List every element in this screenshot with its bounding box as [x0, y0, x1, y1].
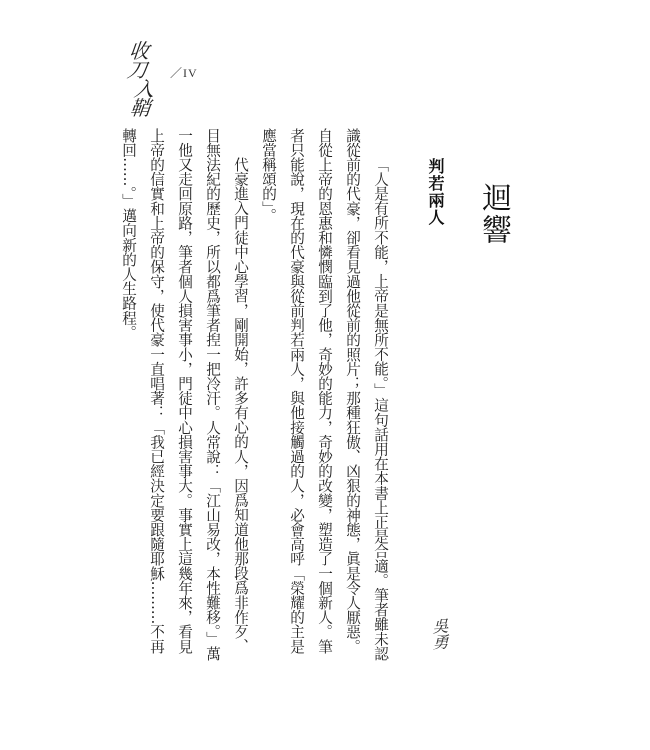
article-body [114, 128, 394, 668]
logo-line-3: 鞘 [128, 96, 153, 120]
author-signature: 吳勇 [430, 617, 449, 651]
page-subtitle: 判若兩人 [426, 158, 445, 226]
logo-line-1: 收刀 [125, 39, 152, 82]
logo-line-2: 入 [132, 77, 157, 101]
section-number: ／IV [170, 66, 198, 80]
paragraph-2: 代豪進入門徒中心學習，剛開始，許多有心的人，因爲知道他那段爲非作歹、目無法紀的歷史，所以都爲筆者揑一把冷汗。人常說：「江山易改，本性難移。」萬一他又走回原路，筆者個人損害事小，門徒中心損害事大。事實上這幾年來，看見上帝的信實和上帝的保守，使代豪一直唱著：「我已經決定要跟隨耶穌………不再轉回……。」邁向新的人生路程。 [120, 128, 249, 661]
paragraph-1: 「人是有所不能，上帝是無所不能。」這句話用在本書上正是合適。筆者雖未認識從前的代豪，卻看見過他從前的照片；那種狂傲、凶狠的神態，眞是令人厭惡。自從上帝的恩惠和憐憫臨到了他，奇妙的能力，奇妙的改變，塑造了一個新人。筆者只能說，現在的代豪與從前判若兩人，與他接觸過的人，必會高呼「榮耀的主是應當稱頌的」。 [260, 128, 389, 661]
book-logo [125, 39, 168, 120]
page-title: 迴響 [476, 182, 511, 246]
